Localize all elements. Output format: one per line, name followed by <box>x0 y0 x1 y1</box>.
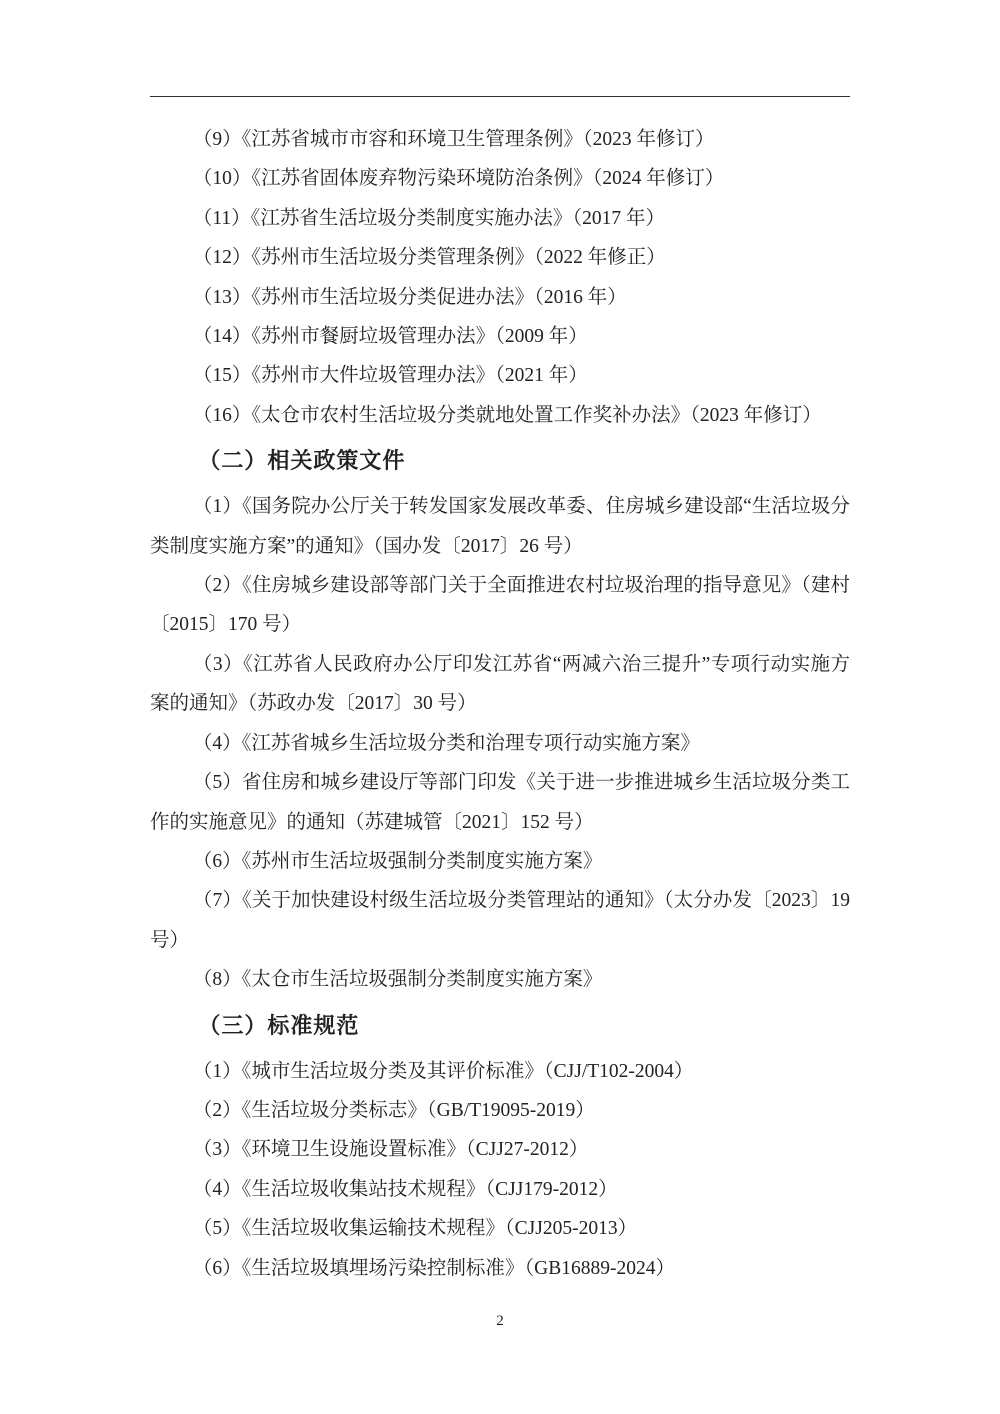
law-item: （11）《江苏省生活垃圾分类制度实施办法》（2017 年） <box>192 207 666 229</box>
law-item: （12）《苏州市生活垃圾分类管理条例》（2022 年修正） <box>192 247 666 269</box>
policy-item: （1）《国务院办公厅关于转发国家发展改革委、住房城乡建设部“生活垃圾分类制度实施方案”的通知》（国办发〔2017〕26 号） <box>150 496 850 557</box>
law-item: （16）《太仓市农村生活垃圾分类就地处置工作奖补办法》（2023 年修订） <box>192 404 822 426</box>
standard-item: （4）《生活垃圾收集站技术规程》（CJJ179-2012） <box>192 1178 618 1200</box>
law-item: （10）《江苏省固体废弃物污染环境防治条例》（2024 年修订） <box>192 168 725 190</box>
policy-item: （3）《江苏省人民政府办公厅印发江苏省“两减六治三提升”专项行动实施方案的通知》（苏政办发〔2017〕30 号） <box>150 653 850 715</box>
law-item: （14）《苏州市餐厨垃圾管理办法》（2009 年） <box>192 326 588 348</box>
policy-item: （4）《江苏省城乡生活垃圾分类和治理专项行动实施方案》 <box>192 732 700 754</box>
policy-item: （5）省住房和城乡建设厅等部门印发《关于进一步推进城乡生活垃圾分类工作的实施意见》的通知（苏建城管〔2021〕152 号） <box>150 772 850 833</box>
policy-item: （7）《关于加快建设村级生活垃圾分类管理站的通知》（太分办发〔2023〕19 号） <box>150 890 850 951</box>
standard-item: （5）《生活垃圾收集运输技术规程》（CJJ205-2013） <box>192 1218 638 1240</box>
page-number: 2 <box>496 1313 504 1329</box>
law-item: （9）《江苏省城市市容和环境卫生管理条例》（2023 年修订） <box>192 129 715 150</box>
law-item: （15）《苏州市大件垃圾管理办法》（2021 年） <box>192 365 588 387</box>
section-heading-standards: （三）标准规范 <box>198 1012 360 1038</box>
standard-item: （3）《环境卫生设施设置标准》（CJJ27-2012） <box>192 1139 589 1161</box>
document-body <box>150 120 850 1288</box>
standard-item: （1）《城市生活垃圾分类及其评价标准》（CJJ/T102-2004） <box>192 1060 694 1082</box>
standard-item: （2）《生活垃圾分类标志》（GB/T19095-2019） <box>192 1099 595 1121</box>
header-rule <box>150 96 850 97</box>
policy-item: （6）《苏州市生活垃圾强制分类制度实施方案》 <box>192 850 603 872</box>
policy-item: （2）《住房城乡建设部等部门关于全面推进农村垃圾治理的指导意见》（建村〔2015〕170 号） <box>150 575 850 636</box>
policy-item: （8）《太仓市生活垃圾强制分类制度实施方案》 <box>192 969 603 991</box>
standard-item: （6）《生活垃圾填埋场污染控制标准》（GB16889-2024） <box>192 1257 675 1279</box>
law-item: （13）《苏州市生活垃圾分类促进办法》（2016 年） <box>192 286 627 308</box>
section-heading-policy: （二）相关政策文件 <box>198 448 406 474</box>
